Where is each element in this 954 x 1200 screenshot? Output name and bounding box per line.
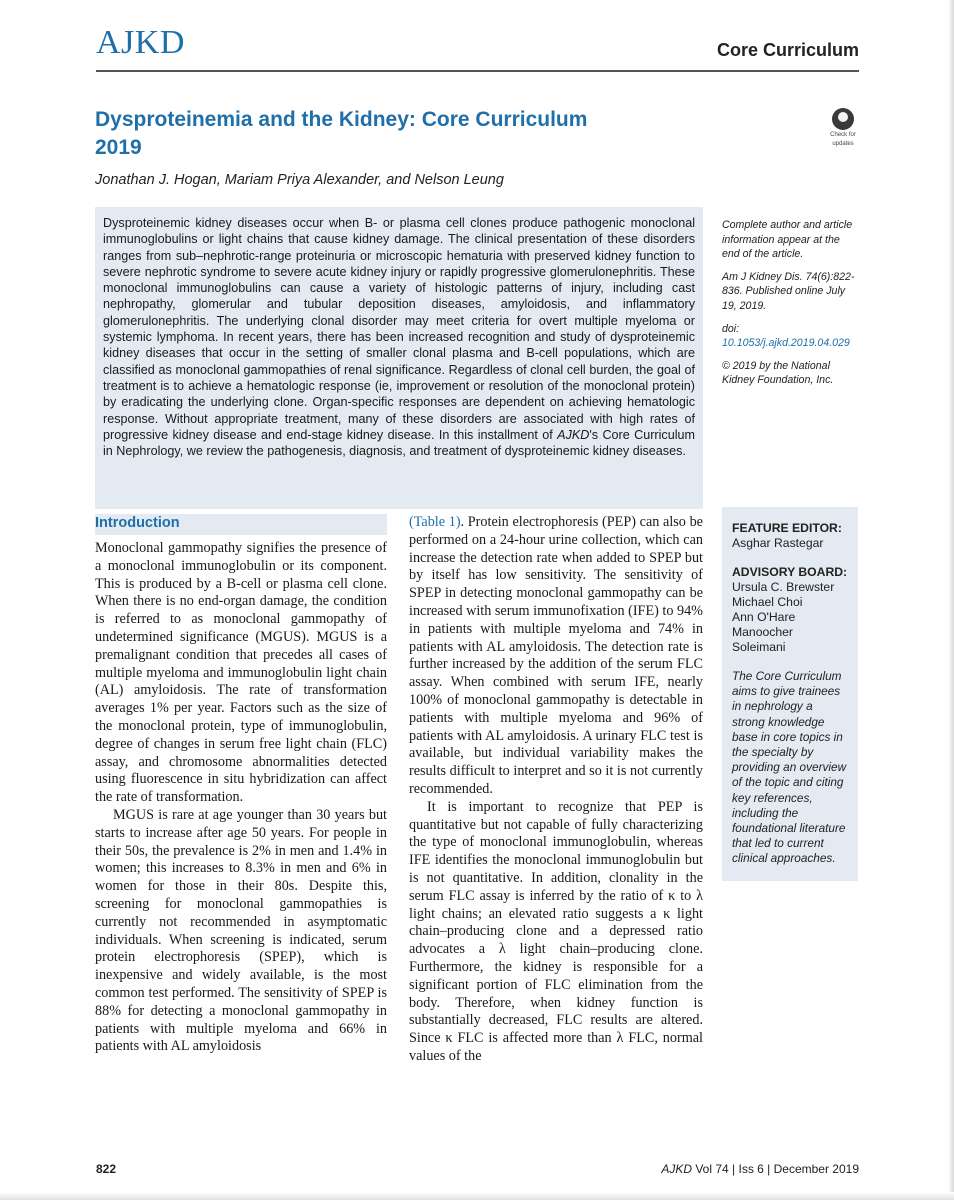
feature-editor-name: Asghar Rastegar bbox=[732, 536, 824, 550]
advisory-member: Manoocher Soleimani bbox=[732, 625, 793, 654]
paragraph-text: . Protein electrophoresis (PEP) can also be performed on a 24-hour urine collection, which can increase the detection rate when added to SPEP but by itself has low sensitivity. The sensitivity of SPEP in detecting monoclonal gammopathy can be increased with serum immunofixation (IFE) to 94% in patients with multiple myeloma and 74% in patients with AL amyloidosis. The detection rate is further increased by the addition of the serum FLC assay. When combined with serum IFE, nearly 100% of monoclonal gammopathy is detectable in patients with multiple myeloma and 96% of patients with AL amyloidosis. A urinary FLC test is available, but individual variability makes the results difficult to interpret and so it is not currently recommended. bbox=[409, 514, 703, 797]
page-edge-shadow bbox=[948, 0, 954, 1200]
text-column-middle bbox=[409, 514, 703, 1066]
paragraph: Monoclonal gammopathy signifies the presence of a monoclonal immunoglobulin or its component. This is produced by a B-cell or plasma cell clone. When there is no end-organ damage, the condition is referred to as monoclonal gammopathy of undetermined significance (MGUS). MGUS is a premalignant condition that precedes all cases of multiple myeloma and immunoglobulin light chain (AL) amyloidosis. The rate of transformation averages 1% per year. Factors such as the size of the monoclonal protein, type of immunoglobulin, degree of changes in serum free light chain (FLC) assay, and chromosome abnormalities detected using fluorescence in situ hybridization can affect the rate of transformation. bbox=[95, 540, 387, 806]
advisory-member: Ann O'Hare bbox=[732, 610, 796, 624]
paragraph bbox=[409, 514, 703, 799]
journal-name: AJKD bbox=[661, 1162, 692, 1176]
journal-logo: AJKD bbox=[96, 24, 185, 61]
introduction-heading: Introduction bbox=[95, 515, 180, 531]
section-label: Core Curriculum bbox=[716, 40, 859, 60]
table-1-link[interactable]: (Table 1) bbox=[409, 514, 461, 530]
author-info-note: Complete author and article information appear at the end of the article. bbox=[722, 219, 853, 261]
advisory-member: Michael Choi bbox=[732, 595, 803, 609]
article-authors: Jonathan J. Hogan, Mariam Priya Alexander, and Nelson Leung bbox=[95, 172, 504, 188]
text-column-left bbox=[95, 540, 387, 1056]
abstract-text bbox=[103, 215, 695, 459]
abstract-journal-name: AJKD bbox=[557, 427, 590, 442]
check-for-updates-icon bbox=[832, 108, 854, 130]
core-curriculum-description: The Core Curriculum aims to give trainees in nephrology a strong knowledge base in core topics in the specialty by providing an overview of the topic and citing key references, including the foundational literature that led to current clinical approaches. bbox=[732, 669, 847, 866]
abstract-text-main: Dysproteinemic kidney diseases occur when B- or plasma cell clones produce pathogenic monoclonal immunoglobulins or light chains that cause kidney damage. The clinical presentation of these disorders ranges from sub–nephrotic-range proteinuria or microscopic hematuria with preserved kidney function to severe nephrotic syndrome to severe acute kidney injury or rapidly progressive glomerulonephritis. These monoclonal immunoglobulins can cause a variety of histologic patterns of injury, including cast nephropathy, glomerular and tubular deposition diseases, amyloidosis, and inflammatory glomerulonephritis. The underlying clonal disorder may meet criteria for overt multiple myeloma or systemic lymphoma. In recent years, there has been increased recognition and study of dysproteinemic kidney diseases that occur in the setting of smaller clonal plasma and B-cell populations, which are classified as monoclonal gammopathies of renal significance. Regardless of clonal cell burden, the goal of treatment is to achieve a hematologic response (ie, improvement or resolution of the monoclonal protein) by eradicating the underlying clone. Organ-specific responses are dependent on achieving hematologic response. Without appropriate treatment, many of these disorders are associated with high rates of progressive kidney disease and end-stage kidney disease. In this installment of bbox=[103, 216, 695, 442]
badge-label-2: updates bbox=[832, 141, 854, 147]
check-for-updates-badge[interactable] bbox=[823, 108, 863, 148]
page-number: 822 bbox=[96, 1162, 117, 1176]
paragraph: MGUS is rare at age younger than 30 years but starts to increase after age 50 years. For people in their 50s, the prevalence is 2% in men and 1.4% in women; this increases to 8.3% in men and 6% in women for those in their 80s. Despite this, screening for monoclonal gammopathies is currently not recommended in asymptomatic individuals. When screening is indicated, serum protein electrophoresis (SPEP), which is inexpensive and widely available, is the most common test performed. The sensitivity of SPEP is 88% for detecting a monoclonal gammopathy in patients with multiple myeloma and 66% in patients with AL amyloidosis bbox=[95, 806, 387, 1055]
issue-details: Vol 74 | Iss 6 | December 2019 bbox=[692, 1162, 859, 1176]
editor-box bbox=[722, 507, 858, 881]
abstract-box bbox=[95, 207, 703, 509]
copyright: © 2019 by the National Kidney Foundation, Inc. bbox=[722, 359, 834, 387]
paragraph: It is important to recognize that PEP is quantitative but not capable of fully characterizing the type of monoclonal immunoglobulin, whereas IFE identifies the monoclonal immunoglobulin but is not quantitative. In addition, clonality in the serum FLC assay is inferred by the ratio of κ to λ light chains; an elevated ratio suggests a κ light chain–producing clone and a depressed ratio advocates a λ light chain–producing clone. Furthermore, the kidney is responsible for a significant portion of FLC elimination from the body. Therefore, when kidney function is substantially decreased, FLC results are altered. Since κ FLC is affected more than λ FLC, normal values of the bbox=[409, 798, 703, 1064]
advisory-board-label: ADVISORY BOARD: bbox=[732, 565, 848, 579]
page-bottom-shadow bbox=[0, 1192, 954, 1200]
abstract-text-end: 's Core Curriculum in Nephrology, we review the pathogenesis, diagnosis, and treatment of dysproteinemic kidney diseases. bbox=[103, 427, 695, 459]
feature-editor-label: FEATURE EDITOR: bbox=[732, 521, 842, 535]
introduction-heading-bar bbox=[95, 514, 387, 535]
doi-link[interactable]: 10.1053/j.ajkd.2019.04.029 bbox=[722, 337, 850, 350]
doi bbox=[722, 322, 860, 351]
journal-issue-info bbox=[661, 1162, 859, 1176]
badge-label-1: Check for bbox=[830, 132, 856, 138]
article-info-sidebar bbox=[722, 218, 860, 396]
doi-label: doi: bbox=[722, 322, 740, 335]
header-rule bbox=[96, 70, 859, 72]
citation: Am J Kidney Dis. 74(6):822-836. Published online July 19, 2019. bbox=[722, 270, 855, 312]
article-title: Dysproteinemia and the Kidney: Core Curriculum 2019 bbox=[95, 108, 588, 159]
advisory-member: Ursula C. Brewster bbox=[732, 580, 835, 594]
